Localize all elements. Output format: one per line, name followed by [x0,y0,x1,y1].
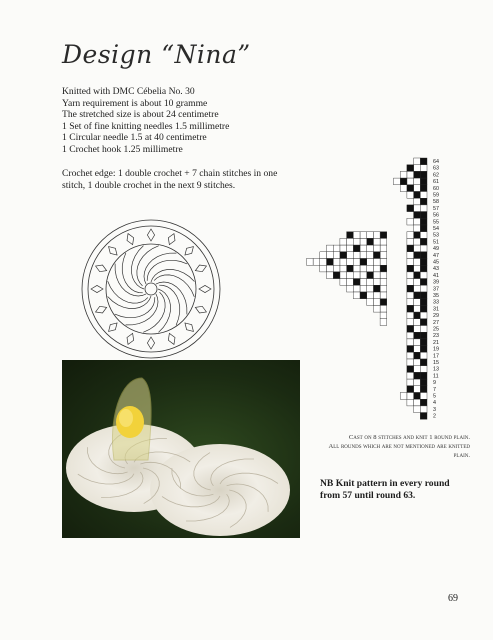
round-number-label: 29 [433,313,439,320]
round-number-label: 63 [433,165,439,172]
round-number-label: 15 [433,360,439,366]
round-number-label: 47 [433,252,439,259]
round-number-label: 53 [433,232,439,239]
round-number-label: 35 [433,293,439,299]
round-number-label: 11 [433,373,439,380]
round-number-label: 19 [433,346,439,353]
round-number-label: 37 [433,286,439,293]
round-number-label: 62 [433,172,439,179]
round-number-label: 2 [433,413,436,420]
crochet-edge-instructions: Crochet edge: 1 double crochet + 7 chain stitches in one stitch, 1 double crochet in the next 9 stitches. [62,168,278,191]
round-number-label: 61 [433,179,439,186]
doily-right [150,444,290,536]
round-number-label: 39 [433,279,439,286]
round-number-label: 25 [433,326,439,333]
round-number-label: 64 [433,159,439,165]
round-number-label: 60 [433,185,439,192]
round-number-label: 59 [433,192,439,199]
doily-photo [62,360,300,538]
round-number-label: 43 [433,266,439,273]
round-number-label: 4 [433,400,436,407]
round-number-label: 7 [433,386,436,393]
round-number-label: 17 [433,353,439,360]
round-number-label: 21 [433,339,439,346]
materials-list [62,86,312,156]
spec-line: 1 Set of fine knitting needles 1.5 millimetre [62,120,230,132]
knitting-chart [292,150,462,440]
round-number-label: 55 [433,219,439,226]
round-number-label: 49 [433,246,439,253]
spec-line: Yarn requirement is about 10 gramme [62,97,208,109]
design-title: Design “Nina” [62,40,251,69]
page-number: 69 [448,593,458,604]
spec-line: 1 Crochet hook 1.25 millimetre [62,143,183,155]
round-number-label: 13 [433,366,439,373]
round-number-label: 57 [433,205,439,212]
round-number-label: 54 [433,226,439,232]
round-number-label: 41 [433,272,439,279]
round-number-label: 3 [433,406,436,413]
spec-line: Knitted with DMC Cébelia No. 30 [62,86,195,97]
chart-notes [320,433,470,461]
round-number-label: 58 [433,199,439,206]
round-number-label: 23 [433,333,439,340]
round-number-label: 45 [433,259,439,266]
round-number-label: 5 [433,393,436,400]
round-number-label: 51 [433,239,439,246]
spec-line: 1 Circular needle 1.5 at 40 centimetre [62,132,207,144]
cast-on-note: Cast on 8 stitches and knit 1 round plain. [348,434,470,441]
doily-diagram [80,218,222,360]
spec-line: The stretched size is about 24 centimetre [62,109,219,121]
round-number-label: 56 [433,212,439,219]
plain-rounds-note: All rounds which are not mentioned are knitted plain. [328,443,470,460]
round-number-label: 31 [433,306,439,313]
nb-note: NB Knit pattern in every round from 57 until round 63. [320,478,450,501]
round-number-label: 9 [433,380,436,387]
round-number-label: 33 [433,299,439,306]
round-number-label: 27 [433,319,439,326]
